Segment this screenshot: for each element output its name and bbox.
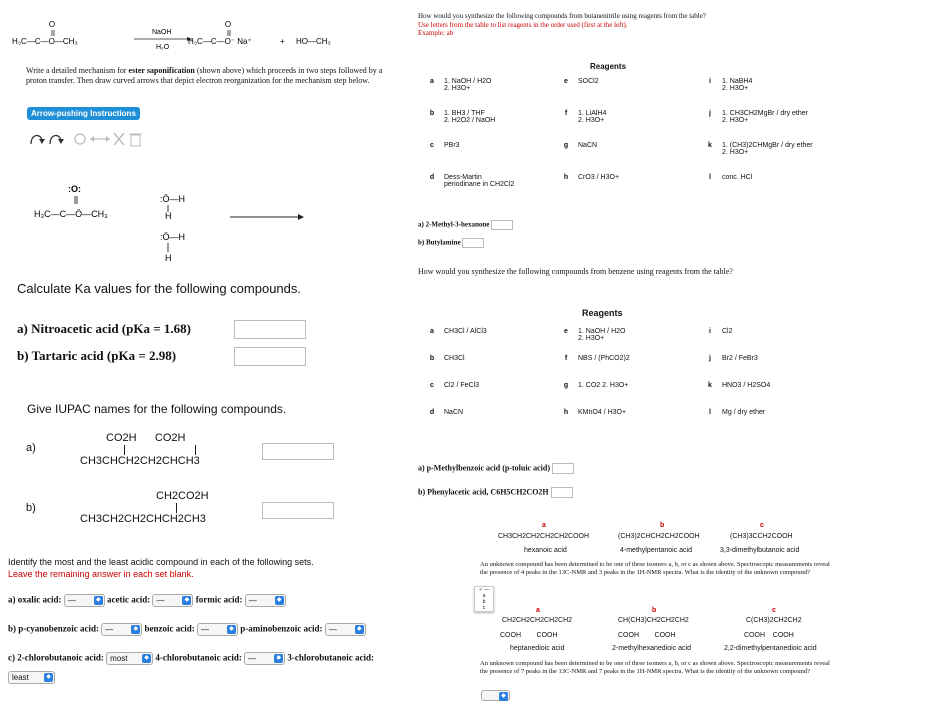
svg-text:H: H — [165, 211, 172, 221]
synth1-letter: c — [430, 142, 434, 149]
synth1-reagent: Dess-Martin periodinane in CH2Cl2 — [444, 174, 515, 188]
isomers2: a b c CH2CH2CH2CH2CH2 CH(CH3)CH2CH2CH2 C(CH3)2CH2CH2 COOH COOH COOH COOH COOH COOH heptanedioic acid 2-methylhexanedioic acid 2,2-dimethylpentanedioic acid — [500, 607, 817, 652]
pka-item-b-label: b) Tartaric acid (pKa = 2.98) — [17, 348, 177, 363]
synth1-reagent: CrO3 / H3O+ — [578, 174, 620, 181]
svg-text:H₂O: H₂O — [156, 44, 170, 51]
4-chlorobutanoic-select[interactable]: — ◆ — [244, 652, 285, 665]
synth2-reagents-header: Reagents — [582, 308, 623, 318]
synth2-target-b: b) Phenylacetic acid, C6H5CH2CO2H — [418, 487, 573, 498]
saponification-instruction: Write a detailed mechanism for ester saponification (shown above) which proceeds in two steps followed by a proton transfer. Then draw curved arrows that depict electron reorganization for the mechanism step below. — [26, 66, 383, 85]
p-cyanobenzoic-select[interactable]: — ◆ — [101, 623, 142, 636]
synth1-letter: g — [563, 142, 569, 149]
synth2-question: How would you synthesize the following compounds from benzene using reagents from the table? — [418, 267, 733, 276]
svg-text:O: O — [48, 20, 56, 29]
synth2-reagent: KMnO4 / H3O+ — [578, 409, 627, 416]
synth1-reagent: 1. NaBH4 2. H3O+ — [722, 78, 753, 92]
svg-text::O:: :O: — [68, 184, 81, 194]
iupac-a-label: a) — [26, 442, 36, 454]
acidity-set-a: a) oxalic acid: — ◆ acetic acid: — ◆ formic acid: — ◆ — [8, 594, 286, 607]
synth2-letter: b — [429, 355, 435, 362]
curved-arrow-icon[interactable] — [31, 135, 45, 144]
synth1-hint: Use letters from the table to list reagents in the order used (first at the left). — [418, 21, 628, 29]
synth2-letter: h — [563, 409, 569, 416]
saponification-reaction — [12, 18, 372, 58]
synth2-letter: k — [708, 382, 712, 389]
synth2-letter: c — [430, 382, 434, 389]
synth2-reagent: Br2 / FeBr3 — [722, 355, 758, 362]
synth2-reagent: Cl2 — [722, 328, 733, 335]
synth1-letter: h — [563, 174, 569, 181]
synth2-reagent: HNO3 / H2SO4 — [722, 382, 771, 389]
synth2-row — [420, 382, 840, 409]
synth1-reagent: PBr3 — [444, 142, 460, 149]
benzoic-select[interactable]: — ◆ — [197, 623, 238, 636]
synth1-reagent: SOCl2 — [578, 78, 599, 85]
synth1-a-input[interactable] — [491, 220, 513, 230]
synth2-reagent: Cl2 / FeCl3 — [444, 382, 480, 389]
synth2-letter: g — [563, 382, 569, 389]
synth1-example: Example: ab — [418, 29, 454, 37]
synth2-row — [420, 409, 840, 436]
acidity-instruction: Identify the most and the least acidic compound in each of the following sets. — [8, 557, 314, 567]
svg-text:HO—CH₃: HO—CH₃ — [296, 37, 331, 46]
synth1-letter: b — [429, 110, 435, 117]
synth2-reagent: CH3Cl / AlCl3 — [444, 328, 487, 335]
synth1-reagent: 1. (CH3)2CHMgBr / dry ether 2. H3O+ — [722, 142, 813, 156]
synth2-letter: d — [429, 409, 435, 416]
svg-text:H₃C—C—Ö—CH₃: H₃C—C—Ö—CH₃ — [34, 209, 108, 219]
synth2-row — [420, 328, 840, 355]
svg-text:H: H — [165, 253, 172, 263]
synth1-question: How would you synthesize the following compounds from butanenitrile using reagents from the table? — [418, 12, 706, 20]
isomers1-text: An unknown compound has been determined to be one of three isomers a, b, or c as shown above. Spectroscopic measurements reveal the presence of 4 peaks in the 13C-NMR and 3 peaks in the 1H-NMR spectra. What is the identity of the unknown compound? — [480, 561, 830, 576]
synth2-reagent: CH3Cl — [444, 355, 465, 362]
synth2-table — [420, 328, 840, 436]
synth1-letter: l — [709, 174, 711, 181]
p-aminobenzoic-select[interactable]: — ◆ — [325, 623, 366, 636]
trash-icon[interactable] — [129, 134, 142, 146]
acidity-instruction-red: Leave the remaining answer in each set blank. — [8, 569, 194, 579]
synth1-letter: a — [430, 78, 434, 85]
synth2-reagent: Mg / dry ether — [722, 409, 766, 416]
2-chlorobutanoic-select[interactable]: most ◆ — [106, 652, 153, 665]
3-chlorobutanoic-select[interactable]: least ◆ — [8, 671, 55, 684]
double-arrow-icon[interactable] — [90, 136, 110, 142]
synth2-reagent: NaCN — [444, 409, 464, 416]
synth2-letter: i — [709, 328, 711, 335]
delete-x-icon[interactable] — [114, 133, 124, 145]
iupac-a-input[interactable] — [262, 443, 334, 460]
synth1-target-b: b) Butylamine — [418, 238, 484, 248]
synth2-reagent: 1. CO2 2. H3O+ — [578, 382, 629, 389]
iupac-a-structure: CO2H CO2H CH3CHCH2CH2CHCH3 — [80, 432, 200, 467]
reagent-naoh: NaOH — [152, 29, 172, 36]
synth1-row — [420, 110, 840, 142]
svg-text:+: + — [280, 37, 285, 46]
synth2-letter: l — [709, 409, 711, 416]
synth2-a-input[interactable] — [552, 463, 574, 474]
synth2-reagent: 1. NaOH / H2O 2. H3O+ — [578, 328, 626, 342]
synth1-reagent: 1. LiAlH4 2. H3O+ — [578, 110, 607, 124]
pka-title: Calculate Ka values for the following compounds. — [17, 281, 301, 296]
svg-text:H₃C—C—O—CH₃: H₃C—C—O—CH₃ — [12, 37, 78, 46]
synth1-row — [420, 78, 840, 110]
synth1-reagent: 1. BH3 / THF 2. H2O2 / NaOH — [444, 110, 496, 124]
synth2-reagent: NBS / (PhCO2)2 — [578, 355, 630, 362]
synth2-letter: e — [564, 328, 568, 335]
isomers1-dropdown[interactable]: ✓ — a b c — [474, 586, 494, 612]
synth1-letter: k — [708, 142, 712, 149]
isomers2-select[interactable]: ◆ — [481, 686, 510, 704]
mechanism-canvas[interactable] — [20, 176, 400, 266]
svg-text::Ö—H: :Ö—H — [160, 194, 186, 204]
formic-select[interactable]: — ◆ — [245, 594, 286, 607]
synth1-reagents-header: Reagents — [590, 62, 627, 71]
synth2-letter: f — [564, 355, 568, 362]
synth1-letter: j — [709, 110, 711, 117]
synth1-row — [420, 174, 840, 206]
iupac-b-structure: CH2CO2H CH3CH2CH2CHCH2CH3 — [80, 490, 209, 525]
ring-icon[interactable] — [75, 134, 85, 144]
synth2-row — [420, 355, 840, 382]
pka-a-input[interactable] — [234, 320, 306, 339]
isomers1: a b c CH3CH2CH2CH2CH2COOH (CH3)2CHCH2CH2COOH (CH3)3CCH2COOH hexanoic acid 4-methylpentanoic acid 3,3-dimethylbutanoic acid — [498, 522, 800, 554]
iupac-title: Give IUPAC names for the following compounds. — [27, 402, 287, 416]
pka-item-a-label: a) Nitroacetic acid (pKa = 1.68) — [17, 321, 191, 336]
synth1-reagent: 1. CH3CH2MgBr / dry ether 2. H3O+ — [722, 110, 808, 124]
acidity-set-c: c) 2-chlorobutanoic acid: most ◆ 4-chlorobutanoic acid: — ◆ 3-chlorobutanoic acid: — [8, 652, 375, 663]
svg-text:H₃C—C—O⁻ Na⁺: H₃C—C—O⁻ Na⁺ — [188, 37, 252, 46]
synth1-table — [420, 78, 840, 206]
synth1-letter: e — [564, 78, 568, 85]
synth2-letter: a — [430, 328, 434, 335]
synth1-reagent: NaCN — [578, 142, 598, 149]
synth1-letter: d — [429, 174, 435, 181]
synth1-letter: i — [709, 78, 711, 85]
half-arrow-icon[interactable] — [50, 135, 64, 144]
iupac-b-input[interactable] — [262, 502, 334, 519]
synth2-target-a: a) p-Methylbenzoic acid (p-toluic acid) — [418, 463, 574, 474]
svg-text::Ö—H: :Ö—H — [160, 232, 186, 242]
svg-text:O: O — [224, 20, 232, 29]
synth2-b-input[interactable] — [551, 487, 573, 498]
acidity-set-b: b) p-cyanobenzoic acid: — ◆ benzoic acid: — ◆ p-aminobenzoic acid: — ◆ — [8, 623, 366, 636]
synth2-letter: j — [709, 355, 711, 362]
synth1-b-input[interactable] — [462, 238, 484, 248]
synth1-letter: f — [564, 110, 568, 117]
synth1-reagent: conc. HCl — [722, 174, 753, 181]
3-chlorobutanoic-select-row — [8, 668, 55, 686]
isomers2-text: An unknown compound has been determined to be one of three isomers a, b, or c as shown above. Spectroscopic measurements reveal the presence of 7 peaks in the 13C-NMR and 7 peaks in the 1H-NMR spectra. What is the identity of the unknown compound? — [480, 660, 830, 675]
iupac-b-label: b) — [26, 502, 36, 514]
pka-b-input[interactable] — [234, 347, 306, 366]
synth1-row — [420, 142, 840, 174]
acetic-select[interactable]: — ◆ — [152, 594, 193, 607]
oxalic-select[interactable]: — ◆ — [64, 594, 105, 607]
arrow-pushing-instructions-button[interactable]: Arrow-pushing Instructions — [27, 107, 140, 120]
arrow-toolbar — [28, 130, 148, 148]
synth1-reagent: 1. NaOH / H2O 2. H3O+ — [444, 78, 492, 92]
synth1-target-a: a) 2-Methyl-3-hexanone — [418, 220, 513, 230]
